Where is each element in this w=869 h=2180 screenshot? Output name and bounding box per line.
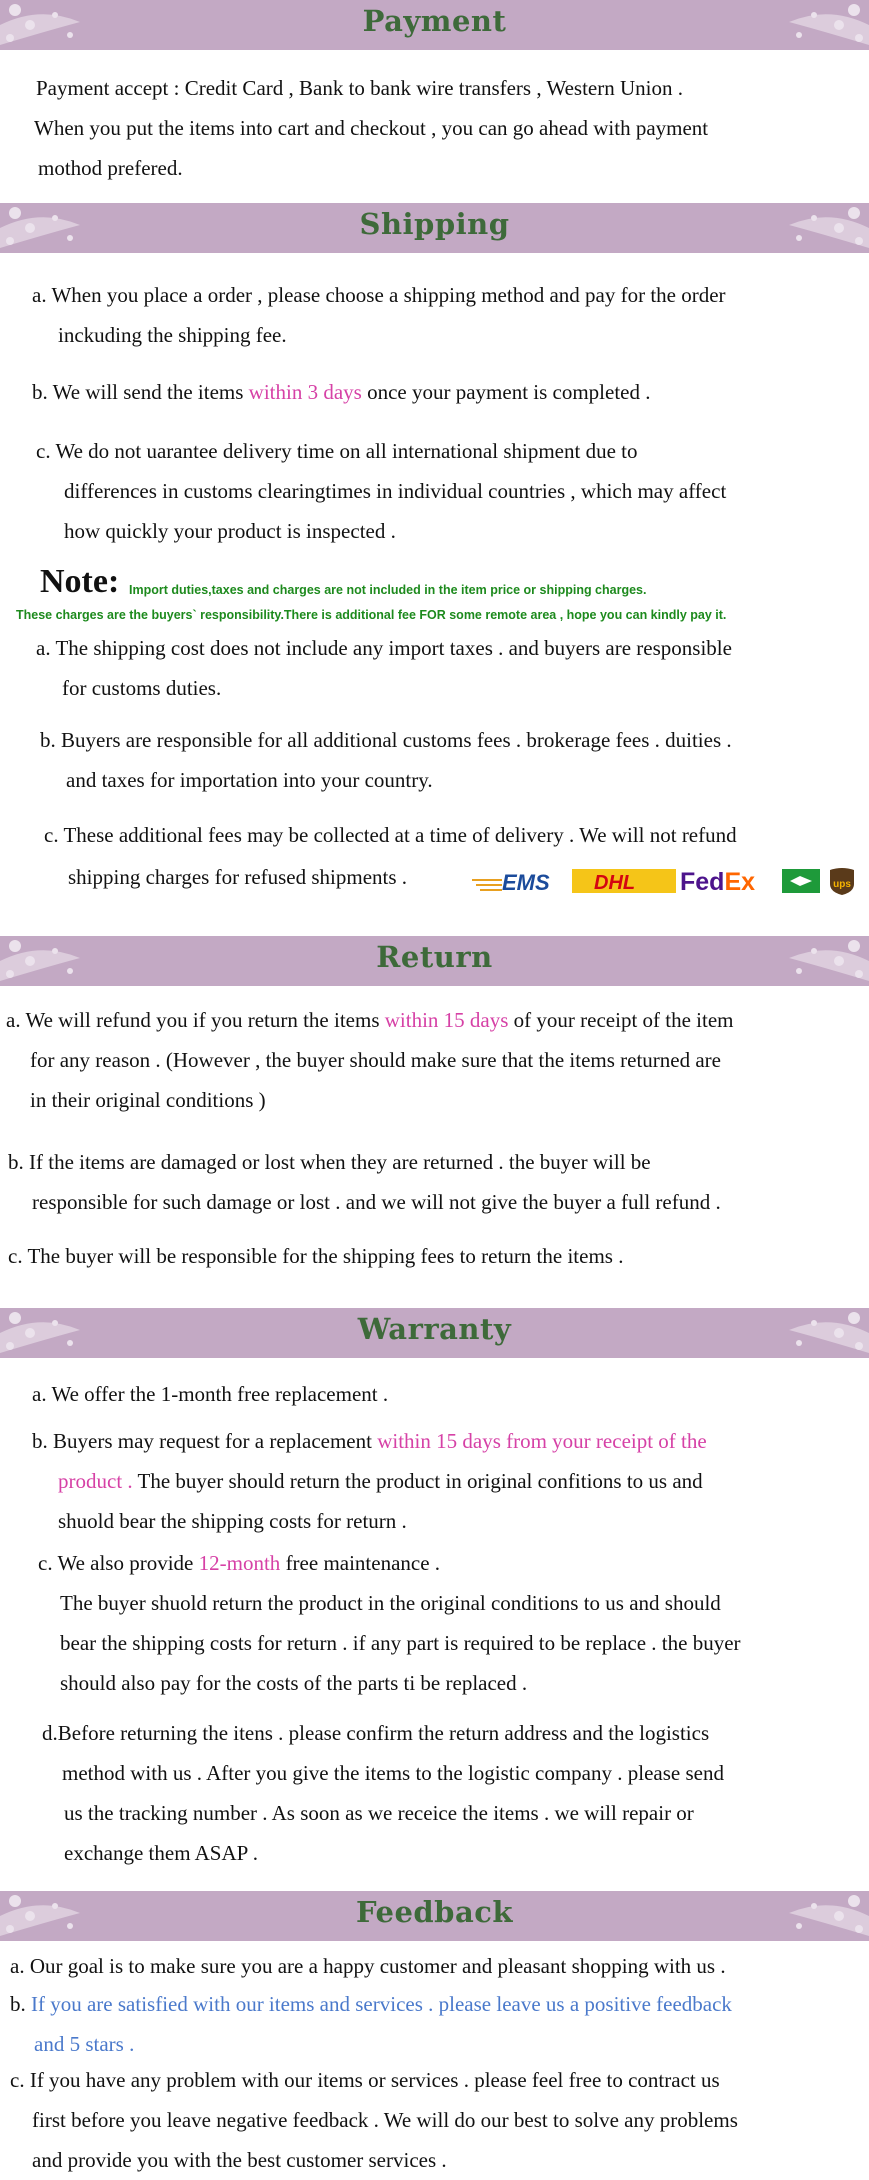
- feedback-header-band: [0, 1891, 869, 1941]
- feedback-item-c: c. If you have any problem with our items or services . please feel free to contract us: [10, 2068, 720, 2092]
- payment-title: Payment: [362, 4, 507, 38]
- feedback-item-c-cont: and provide you with the best customer services .: [32, 2148, 447, 2172]
- note-text: These charges are the buyers` responsibility.There is additional fee FOR some remote area , hope you can kindly pay it.: [16, 608, 727, 622]
- shipping-item-c-cont: differences in customs clearingtimes in individual countries , which may affect: [64, 479, 727, 503]
- warranty-item-b-cont: shuold bear the shipping costs for return .: [58, 1509, 407, 1533]
- shipping-item-a: a. When you place a order , please choose a shipping method and pay for the order: [32, 283, 726, 307]
- shipping-title: Shipping: [359, 207, 510, 241]
- note-item-c-cont: shipping charges for refused shipments .: [68, 865, 408, 889]
- return-header-band: [0, 936, 869, 986]
- payment-header-band: [0, 0, 869, 50]
- payment-line: When you put the items into cart and checkout , you can go ahead with payment: [34, 116, 709, 140]
- feedback-item-b: b. If you are satisfied with our items and services . please leave us a positive feedback: [10, 1992, 732, 2016]
- warranty-item-d-cont: method with us . After you give the items to the logistic company . please send: [62, 1761, 724, 1785]
- warranty-item-d-cont: exchange them ASAP .: [64, 1841, 259, 1865]
- fedex-logo-icon: [680, 866, 778, 896]
- payment-line: Payment accept : Credit Card , Bank to bank wire transfers , Western Union .: [36, 76, 684, 100]
- return-item-a-cont: for any reason . (However , the buyer should make sure that the items returned are: [30, 1048, 722, 1072]
- shipping-item-c-cont: how quickly your product is inspected .: [64, 519, 396, 543]
- feedback-item-a: a. Our goal is to make sure you are a happy customer and pleasant shopping with us .: [10, 1954, 726, 1978]
- warranty-item-c: c. We also provide 12-month free maintenance .: [38, 1551, 441, 1575]
- shipping-item-c: c. We do not uarantee delivery time on all international shipment due to: [36, 439, 638, 463]
- ups-logo-text: ups: [833, 879, 851, 890]
- feedback-item-c-cont: first before you leave negative feedback . We will do our best to solve any problems: [32, 2108, 738, 2132]
- note-item-b: b. Buyers are responsible for all additional customs fees . brokerage fees . duities .: [40, 728, 732, 752]
- note-item-a-cont: for customs duties.: [62, 676, 222, 700]
- note-item-a: a. The shipping cost does not include any import taxes . and buyers are responsible: [36, 636, 732, 660]
- ups-logo-icon: [828, 866, 856, 896]
- warranty-item-c-cont: should also pay for the costs of the parts ti be replaced .: [60, 1671, 528, 1695]
- note-text: Import duties,taxes and charges are not included in the item price or shipping charges.: [129, 583, 647, 597]
- warranty-item-a: a. We offer the 1-month free replacement .: [32, 1382, 389, 1406]
- return-item-b: b. If the items are damaged or lost when they are returned . the buyer will be: [8, 1150, 651, 1174]
- warranty-item-b-cont: product . The buyer should return the product in original confitions to us and: [58, 1469, 703, 1493]
- shipping-item-a-cont: inckuding the shipping fee.: [58, 323, 287, 347]
- warranty-item-c-cont: bear the shipping costs for return . if any part is required to be replace . the buyer: [60, 1631, 741, 1655]
- warranty-title: Warranty: [357, 1312, 512, 1346]
- return-item-b-cont: responsible for such damage or lost . and we will not give the buyer a full refund .: [32, 1190, 721, 1214]
- return-item-a: a. We will refund you if you return the items within 15 days of your receipt of the item: [6, 1008, 734, 1032]
- fedex-logo-text: FedEx: [680, 868, 756, 896]
- warranty-item-d-cont: us the tracking number . As soon as we receice the items . we will repair or: [64, 1801, 694, 1825]
- return-title: Return: [376, 940, 493, 974]
- feedback-title: Feedback: [355, 1895, 513, 1929]
- note-item-c: c. These additional fees may be collected at a time of delivery . We will not refund: [44, 823, 737, 847]
- note-item-b-cont: and taxes for importation into your country.: [66, 768, 433, 792]
- dhl-logo-icon: [572, 866, 676, 896]
- return-item-c: c. The buyer will be responsible for the shipping fees to return the items .: [8, 1244, 624, 1268]
- shipping-header-band: [0, 203, 869, 253]
- warranty-item-d: d.Before returning the itens . please confirm the return address and the logistics: [42, 1721, 710, 1745]
- payment-line: mothod prefered.: [38, 156, 183, 180]
- warranty-item-c-cont: The buyer shuold return the product in the original conditions to us and should: [60, 1591, 721, 1615]
- shipping-item-b: b. We will send the items within 3 days once your payment is completed .: [32, 380, 651, 404]
- ems-logo-icon: [472, 866, 568, 896]
- return-item-a-cont: in their original conditions ): [30, 1088, 266, 1112]
- ems-logo-text: EMS: [502, 870, 550, 895]
- china-post-logo-icon: [782, 866, 820, 896]
- feedback-item-b-cont: and 5 stars .: [34, 2032, 135, 2056]
- dhl-logo-text: DHL: [594, 872, 636, 894]
- note-title: Note:: [40, 563, 120, 600]
- warranty-item-b: b. Buyers may request for a replacement within 15 days from your receipt of the: [32, 1429, 707, 1453]
- warranty-header-band: [0, 1308, 869, 1358]
